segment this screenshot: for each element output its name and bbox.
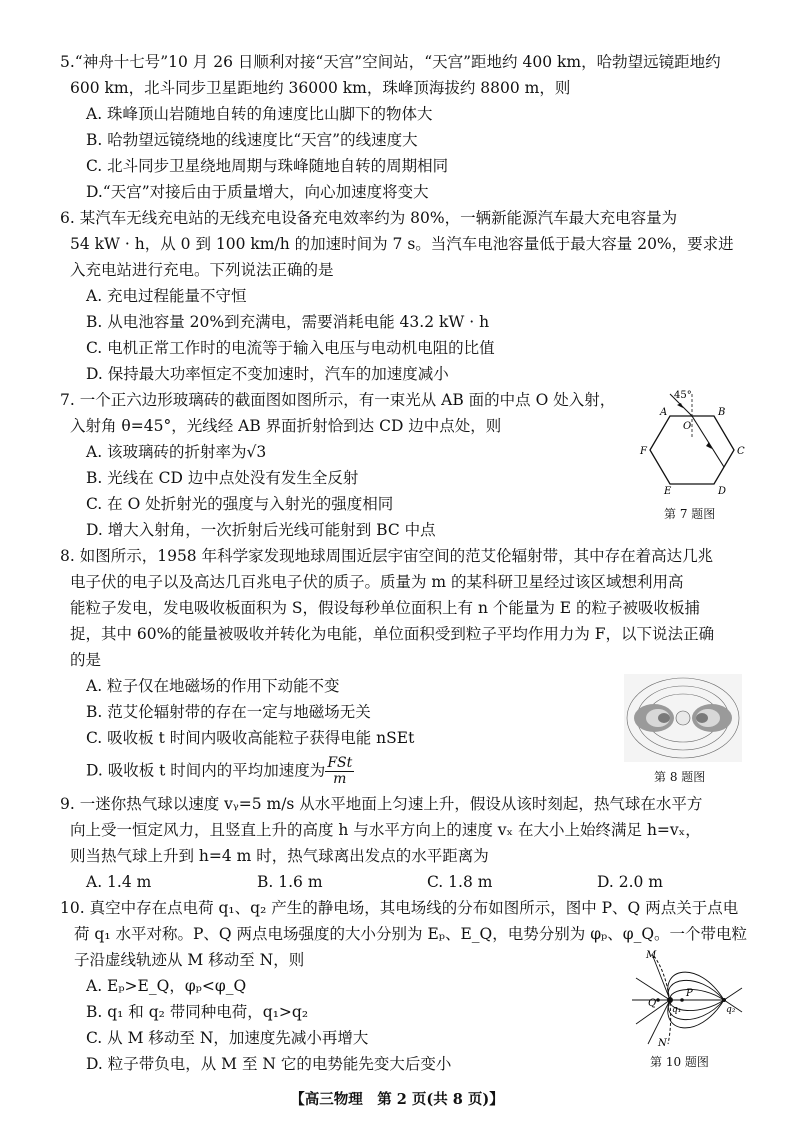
- q9-stem-line1: 9. 一迷你热气球以速度 vᵧ=5 m/s 从水平地面上匀速上升，假设从该时刻起，热气球在水平方: [60, 795, 703, 813]
- q8-option-d-fraction: [325, 756, 354, 787]
- q8-stem-line5: 的是: [70, 651, 102, 669]
- q7-hexagon-figure: [636, 388, 756, 512]
- q8-van-allen-figure: [624, 674, 742, 762]
- q10-option-d: D. 粒子带负电，从 M 至 N 它的电势能先变大后变小: [86, 1055, 452, 1073]
- q7-stem-line2: 入射角 θ=45°，光线经 AB 界面折射恰到达 CD 边中点处，则: [70, 417, 502, 435]
- q10-stem-line2: 荷 q₁ 水平对称。P、Q 两点电场强度的大小分别为 Eₚ、E_Q，电势分别为 φₚ、φ_Q。一个带电粒: [74, 925, 748, 943]
- angle-label: 45°: [674, 390, 692, 401]
- charge-q1: [667, 997, 673, 1003]
- q5-stem-line2: 600 km，北斗同步卫星距地约 36000 km，珠峰顶海拔约 8800 m，则: [70, 79, 571, 97]
- point-o-label: O: [683, 421, 692, 432]
- q6-option-b: B. 从电池容量 20%到充满电，需要消耗电能 43.2 kW · h: [86, 313, 490, 331]
- q8-option-d: [86, 756, 354, 787]
- q7-option-d: D. 增大入射角，一次折射后光线可能射到 BC 中点: [86, 521, 436, 539]
- q9-option-b: B. 1.6 m: [257, 873, 323, 891]
- q6-option-d: D. 保持最大功率恒定不变加速时，汽车的加速度减小: [86, 365, 449, 383]
- charge-q2: [722, 998, 726, 1002]
- q9-option-a: A. 1.4 m: [86, 873, 152, 891]
- q8-option-a: A. 粒子仅在地磁场的作用下动能不变: [86, 677, 340, 695]
- vertex-b-label: B: [718, 407, 726, 418]
- q8-option-c: C. 吸收板 t 时间内吸收高能粒子获得电能 nSEt: [86, 729, 415, 747]
- vertex-e-label: E: [664, 486, 672, 497]
- q10-option-b: B. q₁ 和 q₂ 带同种电荷，q₁>q₂: [86, 1003, 309, 1021]
- point-p-dot: [680, 998, 684, 1002]
- q7-option-a: A. 该玻璃砖的折射率为√3: [86, 443, 267, 461]
- earth-circle: [676, 711, 690, 725]
- vertex-d-label: D: [718, 486, 727, 497]
- page-footer: 【高三物理 第 2 页(共 8 页)】: [290, 1091, 504, 1108]
- q6-option-c: C. 电机正常工作时的电流等于输入电压与电动机电阻的比值: [86, 339, 495, 357]
- q5-option-a: A. 珠峰顶山岩随地自转的角速度比山脚下的物体大: [86, 105, 433, 123]
- q8-stem-line4: 捉，其中 60%的能量被吸收并转化为电能，单位面积受到粒子平均作用力为 F，以下说法正确: [70, 625, 715, 643]
- q7-stem-line1: 7. 一个正六边形玻璃砖的截面图如图所示，有一束光从 AB 面的中点 O 处入射，: [60, 391, 616, 409]
- charge-q2-label: q₂: [726, 1005, 736, 1015]
- q9-option-c: C. 1.8 m: [427, 873, 493, 891]
- q8-figure-caption: 第 8 题图: [654, 770, 706, 784]
- q10-option-c: C. 从 M 移动至 N，加速度先减小再增大: [86, 1029, 369, 1047]
- vertex-a-label: A: [660, 407, 668, 418]
- q6-stem-line1: 6. 某汽车无线充电站的无线充电设备充电效率约为 80%，一辆新能源汽车最大充电容量为: [60, 209, 678, 227]
- fraction-numerator: FSt: [327, 755, 353, 771]
- q7-figure-caption: 第 7 题图: [664, 507, 716, 521]
- point-n-label: N: [658, 1038, 667, 1048]
- q10-stem-line1: 10. 真空中存在点电荷 q₁、q₂ 产生的静电场，其电场线的分布如图所示，图中 P、Q 两点关于点电: [60, 899, 739, 917]
- point-q-dot: [656, 998, 660, 1002]
- q5-option-b: B. 哈勃望远镜绕地的线速度比“天宫”的线速度大: [86, 131, 418, 149]
- q10-stem-line3: 子沿虚线轨迹从 M 移动至 N，则: [74, 951, 305, 969]
- q5-stem-line1: 5.“神舟十七号”10 月 26 日顺利对接“天宫”空间站，“天宫”距地约 400 km，哈勃望远镜距地约: [60, 53, 721, 71]
- q6-stem-line2: 54 kW · h，从 0 到 100 km/h 的加速时间为 7 s。当汽车电池容量低于最大容量 20%，要求进: [70, 235, 734, 253]
- q7-option-b: B. 光线在 CD 边中点处没有发生全反射: [86, 469, 359, 487]
- q9-stem-line2: 向上受一恒定风力，且竖直上升的高度 h 与水平方向上的速度 vₓ 在大小上始终满足 h=vₓ，: [70, 821, 701, 839]
- q8-option-b: B. 范艾伦辐射带的存在一定与地磁场无关: [86, 703, 371, 721]
- point-q-label: Q: [648, 998, 657, 1009]
- point-p-label: P: [686, 988, 693, 999]
- charge-q1-label: q₁: [672, 1005, 682, 1015]
- q6-stem-line3: 入充电站进行充电。下列说法正确的是: [70, 261, 334, 279]
- q10-option-a: A. Eₚ>E_Q，φₚ<φ_Q: [86, 977, 247, 995]
- q5-option-d: D.“天宫”对接后由于质量增大，向心加速度将变大: [86, 183, 429, 201]
- q6-option-a: A. 充电过程能量不守恒: [86, 287, 247, 305]
- q5-option-c: C. 北斗同步卫星绕地周期与珠峰随地自转的周期相同: [86, 157, 449, 175]
- q9-option-d: D. 2.0 m: [597, 873, 664, 891]
- q8-stem-line1: 8. 如图所示，1958 年科学家发现地球周围近层宇宙空间的范艾伦辐射带，其中存在着高达几兆: [60, 547, 714, 565]
- q9-stem-line3: 则当热气球上升到 h=4 m 时，热气球离出发点的水平距离为: [70, 847, 489, 865]
- vertex-f-label: F: [640, 446, 647, 457]
- q8-stem-line2: 电子伏的电子以及高达几百兆电子伏的质子。质量为 m 的某科研卫星经过该区域想利用高: [70, 573, 684, 591]
- q10-figure-caption: 第 10 题图: [650, 1055, 709, 1069]
- fraction-denominator: m: [333, 771, 347, 787]
- q10-field-figure: [628, 948, 744, 1048]
- q7-option-c: C. 在 O 处折射光的强度与入射光的强度相同: [86, 495, 394, 513]
- q8-option-d-text: D. 吸收板 t 时间内的平均加速度为: [86, 761, 326, 780]
- point-m-label: M: [646, 950, 657, 961]
- vertex-c-label: C: [737, 446, 745, 457]
- q8-stem-line3: 能粒子发电，发电吸收板面积为 S，假设每秒单位面积上有 n 个能量为 E 的粒子被吸收板捕: [70, 599, 701, 617]
